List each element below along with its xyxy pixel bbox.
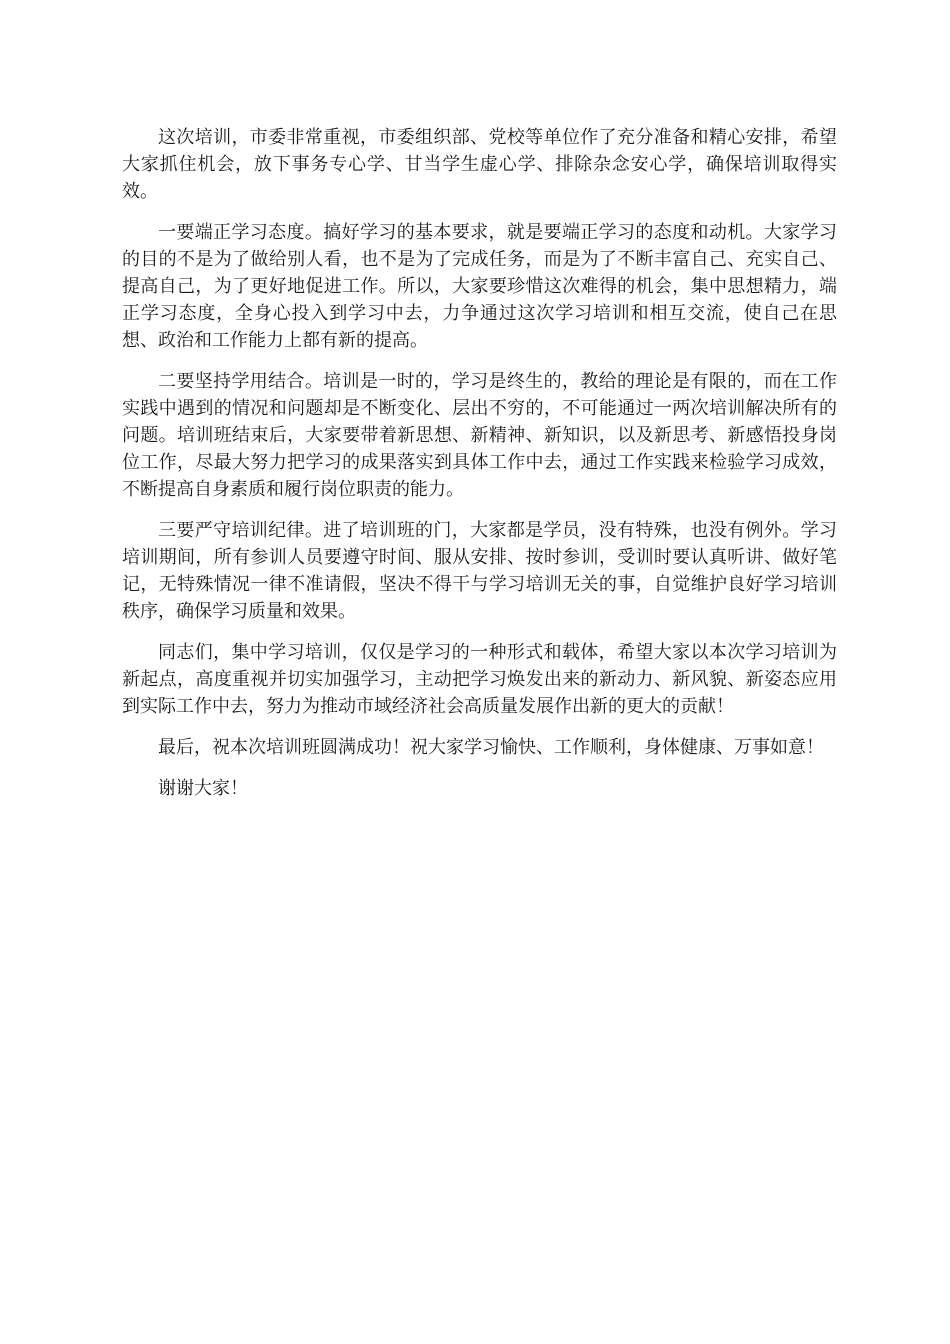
paragraph-comrades: 同志们，集中学习培训，仅仅是学习的一种形式和载体，希望大家以本次学习培训为新起点，高度重视并切实加强学习，主动把学习焕发出来的新动力、新风貌、新姿态应用到实际工作中去，努力为推动市域经济社会高质量发展作出新的更大的贡献！ xyxy=(122,642,837,717)
paragraph-point-one: 一要端正学习态度。搞好学习的基本要求，就是要端正学习的态度和动机。大家学习的目的不是为了做给别人看，也不是为了完成任务，而是为了不断丰富自己、充实自己、提高自己，为了更好地促进工作。所以，大家要珍惜这次难得的机会，集中思想精力，端正学习态度，全身心投入到学习中去，力争通过这次学习培训和相互交流，使自己在思想、政治和工作能力上都有新的提高。 xyxy=(122,222,837,351)
paragraph-thanks: 谢谢大家！ xyxy=(158,778,248,799)
document-body xyxy=(122,124,837,816)
paragraph-wishes: 最后，祝本次培训班圆满成功！祝大家学习愉快、工作顺利，身体健康、万事如意！ xyxy=(158,737,824,758)
paragraph-point-two: 二要坚持学用结合。培训是一时的，学习是终生的，教给的理论是有限的，而在工作实践中遇到的情况和问题却是不断变化、层出不穷的，不可能通过一两次培训解决所有的问题。培训班结束后，大家要带着新思想、新精神、新知识，以及新思考、新感悟投身岗位工作，尽最大努力把学习的成果落实到具体工作中去，通过工作实践来检验学习成效，不断提高自身素质和履行岗位职责的能力。 xyxy=(122,371,837,500)
paragraph-point-three: 三要严守培训纪律。进了培训班的门，大家都是学员，没有特殊，也没有例外。学习培训期间，所有参训人员要遵守时间、服从安排、按时参训，受训时要认真听讲、做好笔记，无特殊情况一律不准请假，坚决不得干与学习培训无关的事，自觉维护良好学习培训秩序，确保学习质量和效果。 xyxy=(122,520,837,622)
paragraph-intro: 这次培训，市委非常重视，市委组织部、党校等单位作了充分准备和精心安排，希望大家抓住机会，放下事务专心学、甘当学生虚心学、排除杂念安心学，确保培训取得实效。 xyxy=(122,127,837,202)
